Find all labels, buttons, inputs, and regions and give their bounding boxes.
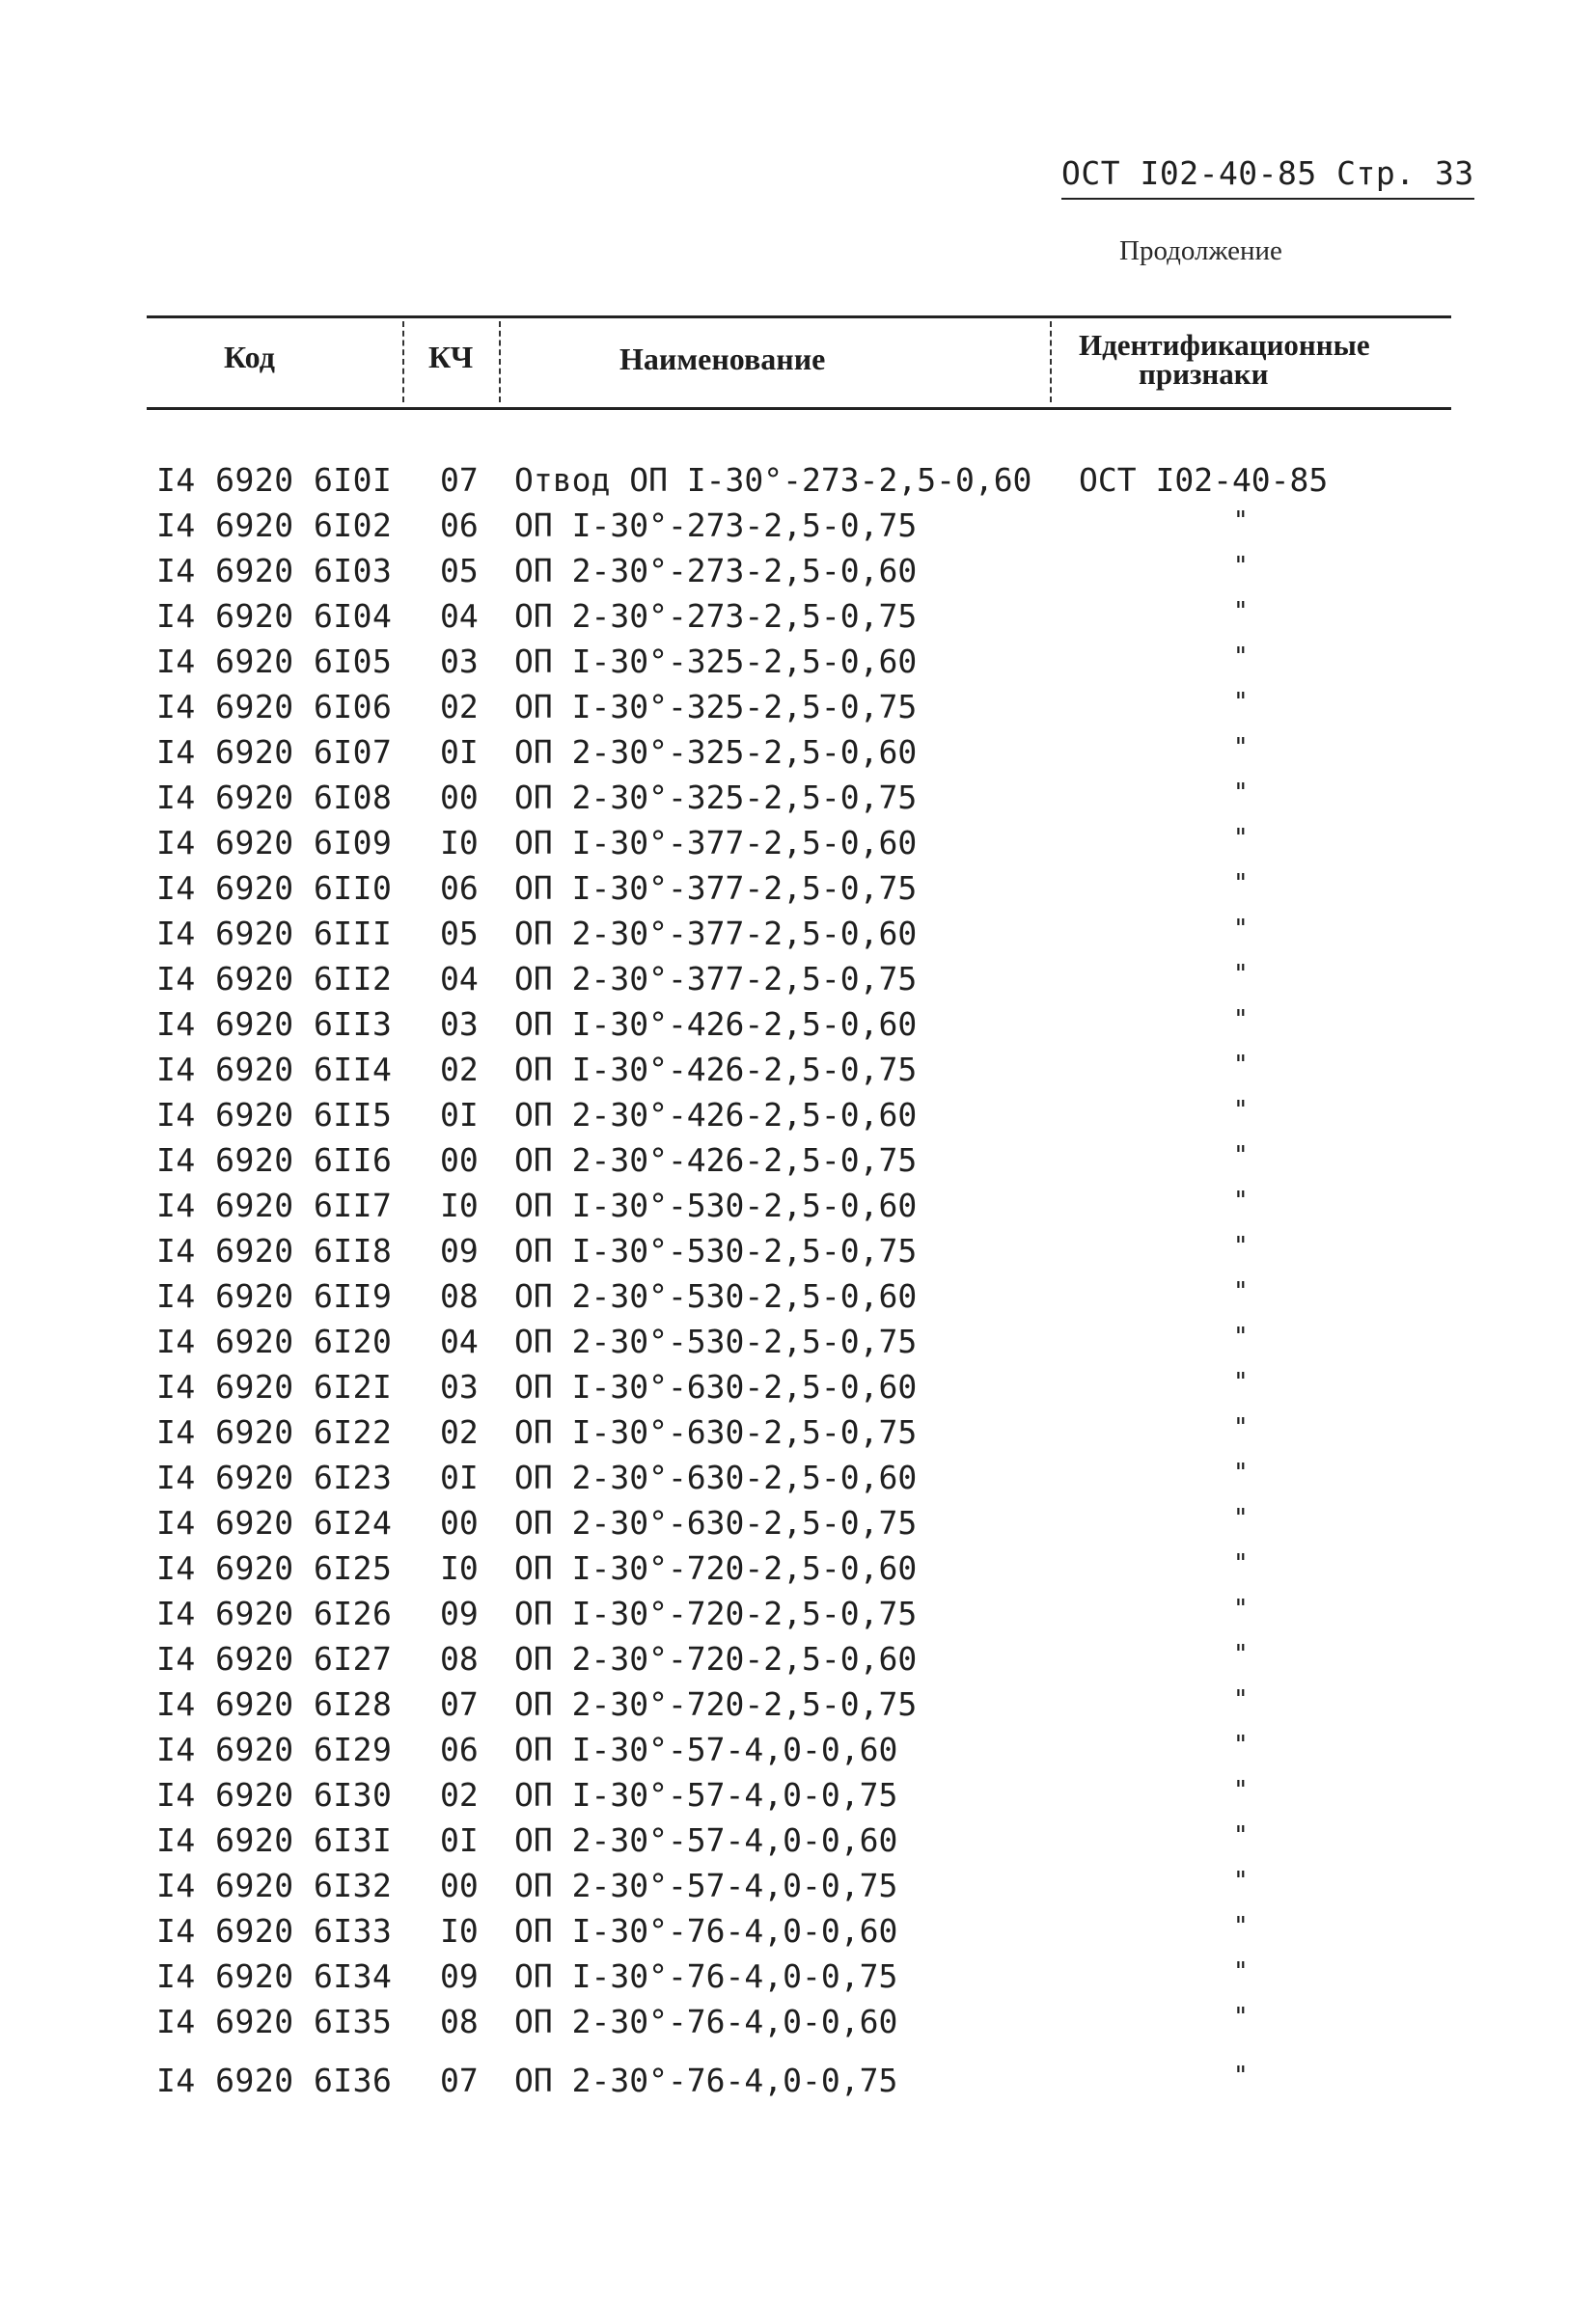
row-ident: " — [1233, 779, 1249, 807]
row-kch: 02 — [440, 1051, 479, 1088]
row-code: I4 6920 6I09 — [156, 824, 393, 861]
row-ident: " — [1233, 1459, 1249, 1488]
row-name: ОП I-30°-720-2,5-0,60 — [514, 1549, 918, 1587]
row-ident: " — [1233, 1232, 1249, 1261]
table-header-rule — [147, 407, 1451, 410]
row-code: I4 6920 6I26 — [156, 1595, 393, 1632]
row-ident: " — [1233, 1141, 1249, 1170]
row-name: ОП 2-30°-325-2,5-0,75 — [514, 779, 918, 816]
row-name: ОП 2-30°-57-4,0-0,60 — [514, 1821, 898, 1859]
table-row — [0, 1549, 1595, 1594]
row-name: ОП I-30°-426-2,5-0,60 — [514, 1005, 918, 1043]
table-row — [0, 1005, 1595, 1050]
row-name: ОП 2-30°-720-2,5-0,75 — [514, 1685, 918, 1723]
row-name: Отвод ОП I-30°-273-2,5-0,60 — [514, 461, 1032, 499]
column-divider — [499, 321, 501, 402]
table-row — [0, 1821, 1595, 1866]
row-ident: " — [1233, 1685, 1249, 1714]
row-code: I4 6920 6II2 — [156, 960, 393, 998]
table-row — [0, 1595, 1595, 1639]
row-ident: " — [1233, 1595, 1249, 1624]
row-name: ОП I-30°-720-2,5-0,75 — [514, 1595, 918, 1632]
row-name: ОП 2-30°-426-2,5-0,75 — [514, 1141, 918, 1179]
row-name: ОП I-30°-57-4,0-0,75 — [514, 1776, 898, 1814]
row-code: I4 6920 6I35 — [156, 2003, 393, 2040]
row-kch: 08 — [440, 1640, 479, 1678]
row-ident: " — [1233, 2062, 1249, 2091]
row-name: ОП 2-30°-377-2,5-0,75 — [514, 960, 918, 998]
row-ident: " — [1233, 1051, 1249, 1080]
row-code: I4 6920 6II0 — [156, 869, 393, 907]
row-code: I4 6920 6I36 — [156, 2062, 393, 2099]
row-code: I4 6920 6I05 — [156, 643, 393, 680]
table-row — [0, 824, 1595, 868]
row-kch: 02 — [440, 1413, 479, 1451]
table-row — [0, 779, 1595, 823]
row-name: ОП 2-30°-630-2,5-0,60 — [514, 1459, 918, 1496]
row-kch: 07 — [440, 2062, 479, 2099]
row-ident: " — [1233, 643, 1249, 671]
row-kch: 09 — [440, 1595, 479, 1632]
row-kch: 08 — [440, 2003, 479, 2040]
table-row — [0, 869, 1595, 914]
row-kch: I0 — [440, 1187, 479, 1224]
table-row — [0, 2003, 1595, 2047]
row-kch: 09 — [440, 1957, 479, 1995]
table-row — [0, 1232, 1595, 1276]
row-name: ОП I-30°-325-2,5-0,75 — [514, 688, 918, 725]
row-ident: " — [1233, 1867, 1249, 1896]
row-ident: " — [1233, 1640, 1249, 1669]
continuation-label: Продолжение — [1119, 235, 1282, 266]
row-ident: " — [1233, 1096, 1249, 1125]
row-code: I4 6920 6I06 — [156, 688, 393, 725]
row-ident: ОСТ I02-40-85 — [1079, 461, 1329, 499]
column-divider — [402, 321, 404, 402]
row-kch: 0I — [440, 1821, 479, 1859]
row-kch: I0 — [440, 1912, 479, 1950]
row-ident: " — [1233, 2003, 1249, 2032]
row-kch: 04 — [440, 597, 479, 635]
row-kch: 03 — [440, 1005, 479, 1043]
row-name: ОП I-30°-325-2,5-0,60 — [514, 643, 918, 680]
table-row — [0, 1957, 1595, 2002]
row-code: I4 6920 6I30 — [156, 1776, 393, 1814]
row-kch: 04 — [440, 1323, 479, 1360]
row-code: I4 6920 6II5 — [156, 1096, 393, 1134]
row-kch: 02 — [440, 1776, 479, 1814]
row-kch: 0I — [440, 1096, 479, 1134]
row-code: I4 6920 6I24 — [156, 1504, 393, 1542]
row-name: ОП I-30°-530-2,5-0,75 — [514, 1232, 918, 1270]
table-row — [0, 1141, 1595, 1186]
table-row — [0, 1413, 1595, 1458]
row-ident: " — [1233, 1957, 1249, 1986]
row-kch: 04 — [440, 960, 479, 998]
row-code: I4 6920 6II7 — [156, 1187, 393, 1224]
row-code: I4 6920 6I27 — [156, 1640, 393, 1678]
document-reference: ОСТ I02-40-85 Стр. 33 — [1061, 154, 1474, 200]
row-name: ОП I-30°-377-2,5-0,75 — [514, 869, 918, 907]
row-ident: " — [1233, 1912, 1249, 1941]
row-kch: 06 — [440, 1731, 479, 1768]
row-code: I4 6920 6I25 — [156, 1549, 393, 1587]
row-kch: 07 — [440, 1685, 479, 1723]
table-row — [0, 1051, 1595, 1095]
column-header-code: Код — [224, 340, 275, 374]
row-kch: 0I — [440, 733, 479, 771]
table-row — [0, 915, 1595, 959]
table-row — [0, 1685, 1595, 1730]
row-kch: 08 — [440, 1277, 479, 1315]
table-row — [0, 1187, 1595, 1231]
column-header-ident: Идентификационные — [1079, 328, 1370, 362]
row-ident: " — [1233, 1413, 1249, 1442]
row-name: ОП I-30°-377-2,5-0,60 — [514, 824, 918, 861]
row-code: I4 6920 6I29 — [156, 1731, 393, 1768]
row-code: I4 6920 6I2I — [156, 1368, 393, 1406]
row-ident: " — [1233, 1549, 1249, 1578]
row-kch: I0 — [440, 1549, 479, 1587]
row-name: ОП 2-30°-426-2,5-0,60 — [514, 1096, 918, 1134]
row-name: ОП I-30°-76-4,0-0,60 — [514, 1912, 898, 1950]
row-name: ОП I-30°-630-2,5-0,60 — [514, 1368, 918, 1406]
row-kch: I0 — [440, 824, 479, 861]
row-ident: " — [1233, 1323, 1249, 1352]
row-code: I4 6920 6II4 — [156, 1051, 393, 1088]
column-divider — [1050, 321, 1052, 402]
table-row — [0, 733, 1595, 778]
table-row — [0, 1323, 1595, 1367]
table-row — [0, 643, 1595, 687]
row-code: I4 6920 6I20 — [156, 1323, 393, 1360]
row-name: ОП I-30°-630-2,5-0,75 — [514, 1413, 918, 1451]
row-code: I4 6920 6I32 — [156, 1867, 393, 1904]
row-kch: 03 — [440, 1368, 479, 1406]
row-name: ОП 2-30°-273-2,5-0,60 — [514, 552, 918, 589]
row-ident: " — [1233, 869, 1249, 898]
row-name: ОП 2-30°-630-2,5-0,75 — [514, 1504, 918, 1542]
table-row — [0, 1096, 1595, 1140]
table-row — [0, 1504, 1595, 1548]
row-ident: " — [1233, 1821, 1249, 1850]
row-name: ОП 2-30°-325-2,5-0,60 — [514, 733, 918, 771]
table-row — [0, 2062, 1595, 2106]
table-row — [0, 960, 1595, 1004]
row-ident: " — [1233, 1277, 1249, 1306]
row-code: I4 6920 6I0I — [156, 461, 393, 499]
row-kch: 00 — [440, 1504, 479, 1542]
row-name: ОП I-30°-76-4,0-0,75 — [514, 1957, 898, 1995]
row-ident: " — [1233, 960, 1249, 989]
table-row — [0, 1867, 1595, 1911]
row-kch: 07 — [440, 461, 479, 499]
table-row — [0, 1368, 1595, 1412]
row-name: ОП I-30°-57-4,0-0,60 — [514, 1731, 898, 1768]
row-name: ОП 2-30°-57-4,0-0,75 — [514, 1867, 898, 1904]
row-code: I4 6920 6I22 — [156, 1413, 393, 1451]
row-ident: " — [1233, 1776, 1249, 1805]
row-ident: " — [1233, 824, 1249, 853]
row-kch: 05 — [440, 552, 479, 589]
row-kch: 06 — [440, 869, 479, 907]
row-name: ОП 2-30°-273-2,5-0,75 — [514, 597, 918, 635]
row-name: ОП 2-30°-76-4,0-0,75 — [514, 2062, 898, 2099]
row-kch: 06 — [440, 506, 479, 544]
row-kch: 05 — [440, 915, 479, 952]
row-ident: " — [1233, 688, 1249, 717]
row-name: ОП 2-30°-720-2,5-0,60 — [514, 1640, 918, 1678]
row-kch: 00 — [440, 1867, 479, 1904]
table-top-rule — [147, 315, 1451, 318]
row-code: I4 6920 6I07 — [156, 733, 393, 771]
table-row — [0, 597, 1595, 642]
row-name: ОП 2-30°-530-2,5-0,60 — [514, 1277, 918, 1315]
row-code: I4 6920 6I33 — [156, 1912, 393, 1950]
row-ident: " — [1233, 552, 1249, 581]
table-row — [0, 1640, 1595, 1684]
row-kch: 09 — [440, 1232, 479, 1270]
table-row — [0, 506, 1595, 551]
row-kch: 00 — [440, 779, 479, 816]
column-header-ident-line2: признаки — [1139, 357, 1269, 391]
row-code: I4 6920 6I02 — [156, 506, 393, 544]
column-header-name: Наименование — [619, 342, 826, 376]
row-ident: " — [1233, 597, 1249, 626]
row-kch: 03 — [440, 643, 479, 680]
row-code: I4 6920 6III — [156, 915, 393, 952]
row-ident: " — [1233, 1005, 1249, 1034]
row-kch: 0I — [440, 1459, 479, 1496]
row-ident: " — [1233, 733, 1249, 762]
row-code: I4 6920 6I08 — [156, 779, 393, 816]
row-name: ОП I-30°-530-2,5-0,60 — [514, 1187, 918, 1224]
table-row — [0, 552, 1595, 596]
row-name: ОП I-30°-426-2,5-0,75 — [514, 1051, 918, 1088]
row-kch: 00 — [440, 1141, 479, 1179]
row-code: I4 6920 6I28 — [156, 1685, 393, 1723]
row-code: I4 6920 6II6 — [156, 1141, 393, 1179]
row-kch: 02 — [440, 688, 479, 725]
row-code: I4 6920 6I04 — [156, 597, 393, 635]
row-code: I4 6920 6I34 — [156, 1957, 393, 1995]
row-code: I4 6920 6II9 — [156, 1277, 393, 1315]
row-name: ОП 2-30°-530-2,5-0,75 — [514, 1323, 918, 1360]
row-code: I4 6920 6I3I — [156, 1821, 393, 1859]
row-code: I4 6920 6II8 — [156, 1232, 393, 1270]
row-ident: " — [1233, 1731, 1249, 1760]
row-ident: " — [1233, 915, 1249, 943]
column-header-kch: КЧ — [428, 340, 474, 374]
row-code: I4 6920 6I03 — [156, 552, 393, 589]
row-ident: " — [1233, 1368, 1249, 1397]
row-name: ОП 2-30°-76-4,0-0,60 — [514, 2003, 898, 2040]
table-row — [0, 688, 1595, 732]
table-row — [0, 1277, 1595, 1322]
table-row — [0, 461, 1595, 506]
row-code: I4 6920 6II3 — [156, 1005, 393, 1043]
row-code: I4 6920 6I23 — [156, 1459, 393, 1496]
table-row — [0, 1912, 1595, 1956]
row-name: ОП I-30°-273-2,5-0,75 — [514, 506, 918, 544]
row-ident: " — [1233, 506, 1249, 535]
row-ident: " — [1233, 1504, 1249, 1533]
table-row — [0, 1776, 1595, 1820]
table-row — [0, 1459, 1595, 1503]
row-name: ОП 2-30°-377-2,5-0,60 — [514, 915, 918, 952]
row-ident: " — [1233, 1187, 1249, 1216]
table-row — [0, 1731, 1595, 1775]
